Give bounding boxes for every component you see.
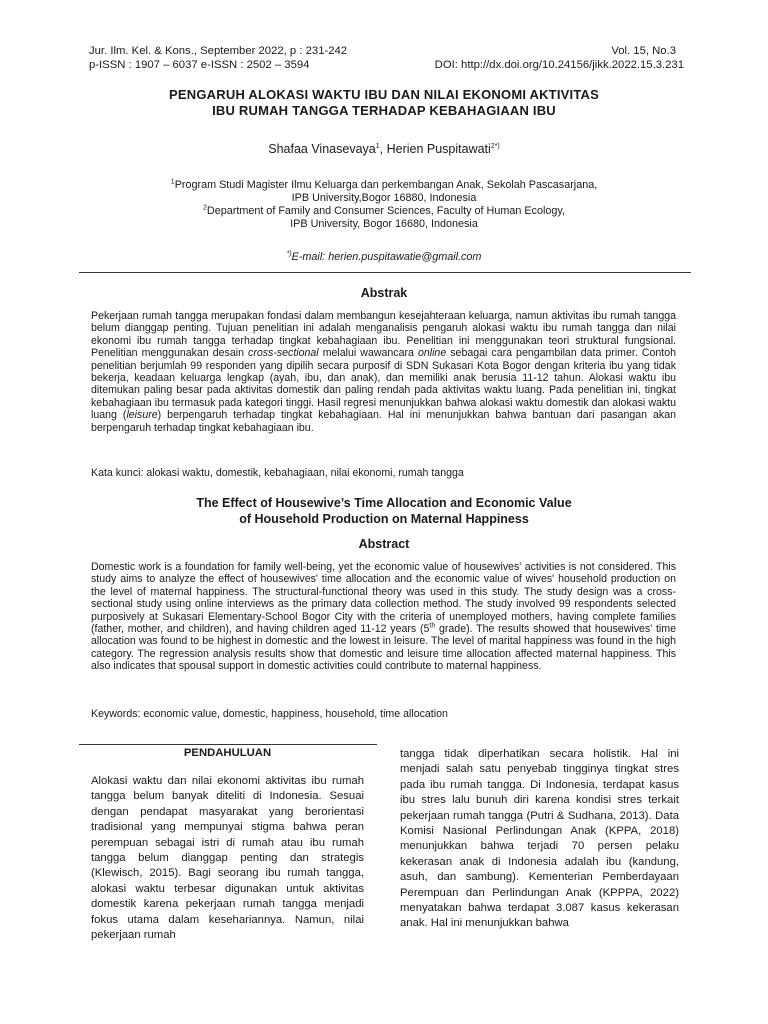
affiliation-mark: 1 bbox=[170, 178, 175, 186]
english-title bbox=[60, 496, 708, 527]
email-mark: *) bbox=[286, 250, 292, 258]
affiliation-mark: 2 bbox=[203, 204, 207, 212]
abstrak-text: Pekerjaan rumah tangga merupakan fondasi dalam membangun kesejahteraan keluarga, namun aktivitas ibu rumah tangga belum dianggap penting. Tujuan penelitian ini adalah menganalisis pengaruh alokasi waktu ibu rumah tangga dan nilai ekonomi ibu rumah tangga terhadap tingkat kebahagiaan ibu. Penelitian ini menggunakan teori struktural fungsional. Penelitian menggunakan desain cross-sectional melalui wawancara online sebagai cara pengambilan data primer. Contoh penelitian berjumlah 99 responden yang dipilih secara purposif di SDN Sukasari Kota Bogor dengan kriteria ibu yang tidak bekerja, keadaan keluarga lengkap (ayah, ibu, dan anak), dan memiliki anak berusia 11-12 tahun. Alokasi waktu ibu ditemukan paling besar pada aktivitas domestik dan paling rendah pada aktivitas waktu luang. Pada penelitian ini, tingkat kebahagiaan ibu termasuk pada kategori tinggi. Hasil regresi menunjukkan bahwa alokasi waktu domestik dan alokasi waktu luang (leisure) berpengaruh terhadap tingkat kebahagiaan. Hal ini menunjukkan bahwa bantuan dari pasangan akan berpengaruh terhadap tingkat kebahagiaan ibu. bbox=[91, 310, 676, 434]
journal-volume: Vol. 15, No.3 bbox=[611, 45, 676, 57]
affiliation-line: $^2$Department of Family and Consumer Sciences, Faculty of Human Ecology, bbox=[203, 204, 565, 217]
paper-title-line-2: IBU RUMAH TANGGA TERHADAP KEBAHAGIAAN IBU bbox=[212, 103, 556, 118]
section-heading: PENDAHULUAN bbox=[183, 747, 272, 759]
english-title-line-1: The Effect of Housewive’s Time Allocation and Economic Value bbox=[196, 496, 572, 510]
divider bbox=[79, 272, 691, 273]
divider bbox=[79, 744, 377, 745]
journal-issn: p-ISSN : 1907 – 6037 e-ISSN : 2502 – 3594 bbox=[89, 59, 310, 71]
corresponding-email bbox=[60, 251, 708, 264]
affiliation-line: IPB University, Bogor 16680, Indonesia bbox=[290, 218, 478, 230]
author-affiliation-mark: 1 bbox=[375, 142, 380, 150]
abstract-heading: Abstract bbox=[358, 537, 410, 551]
kata-kunci: Kata kunci: alokasi waktu, domestik, kebahagiaan, nilai ekonomi, rumah tangga bbox=[91, 467, 464, 479]
author-name: Herien Puspitawati bbox=[386, 142, 491, 156]
journal-citation: Jur. Ilm. Kel. & Kons., September 2022, p : 231-242 bbox=[89, 45, 348, 57]
author-list bbox=[60, 141, 708, 157]
body-text-left-column: Alokasi waktu dan nilai ekonomi aktivitas ibu rumah tangga belum banyak diteliti di Indonesia. Sesuai dengan pendapat masyarakat yang berorientasi tradisional yang mempunyai stigma bahwa peran perempuan sebagai istri di rumah atau ibu rumah tangga belum dianggap penting dan strategis (Klewisch, 2015). Bagi seorang ibu rumah tangga, alokasi waktu terbesar digunakan untuk aktivitas domestik karena pekerjaan rumah tangga menjadi fokus utama dalam kesehariannya. Namun, nilai pekerjaan rumah bbox=[91, 775, 364, 942]
abstrak-heading: Abstrak bbox=[360, 286, 408, 300]
journal-doi: DOI: http://dx.doi.org/10.24156/jikk.2022.15.3.231 bbox=[434, 59, 684, 71]
author-name: Shafaa Vinasevaya bbox=[268, 142, 376, 156]
keywords: Keywords: economic value, domestic, happiness, household, time allocation bbox=[91, 708, 448, 720]
author-affiliation-mark: 2*) bbox=[490, 142, 500, 150]
affiliations bbox=[60, 179, 708, 231]
affiliation-line: $^1$Program Studi Magister Ilmu Keluarga dan perkembangan Anak, Sekolah Pascasarjana, bbox=[170, 178, 598, 191]
body-text-right-column: tangga tidak diperhatikan secara holistik. Hal ini menjadi salah satu penyebab tingginya tingkat stres pada ibu rumah tangga. Di Indonesia, terdapat kasus ibu stres lalu bunuh diri karena kondisi stres terkait pekerjaan rumah tangga (Putri & Sudhana, 2013). Data Komisi Nasional Perlindungan Anak (KPPA, 2018) menunjukkan bahwa terjadi 70 persen pelaku kekerasan anak di Indonesia adalah ibu (kandung, asuh, dan sambung). Kementerian Pemberdayaan Perempuan dan Perlindungan Anak (KPPPA, 2022) menyatakan bahwa terdapat 3.087 kasus kekerasan anak. Hal ini menunjukkan bahwa bbox=[400, 748, 679, 930]
author-separator: , bbox=[379, 142, 387, 156]
affiliation-line: IPB University,Bogor 16880, Indonesia bbox=[291, 192, 477, 204]
email-text: E-mail: herien.puspitawatie@gmail.com bbox=[291, 251, 482, 263]
english-title-line-2: of Household Production on Maternal Happiness bbox=[239, 511, 529, 526]
paper-title-line-1: PENGARUH ALOKASI WAKTU IBU DAN NILAI EKONOMI AKTIVITAS bbox=[169, 87, 599, 102]
paper-title bbox=[60, 87, 708, 119]
abstract-text: Domestic work is a foundation for family well-being, yet the economic value of housewives' activities is not considered. This study aims to analyze the effect of housewives' time allocation and the economic value of wives' household production on the level of maternal happiness. The structural-functional theory was used in this study. The study design was a cross-sectional study using online interviews as the primary data collection method. The study involved 99 respondents selected purposively at Sukasari Elementary-School Bogor City with the criteria of unemployed mothers, having complete families (father, mother, and children), and having children aged 11-12 years (5th grade). The results showed that housewives' time allocation was found to be highest in domestic and the lowest in leisure. The level of marital happiness was found in the high category. The regression analysis results show that domestic and leisure time allocation affected maternal happiness. This also indicates that spousal support in domestic activities could contribute to maternal happiness. bbox=[91, 561, 676, 673]
